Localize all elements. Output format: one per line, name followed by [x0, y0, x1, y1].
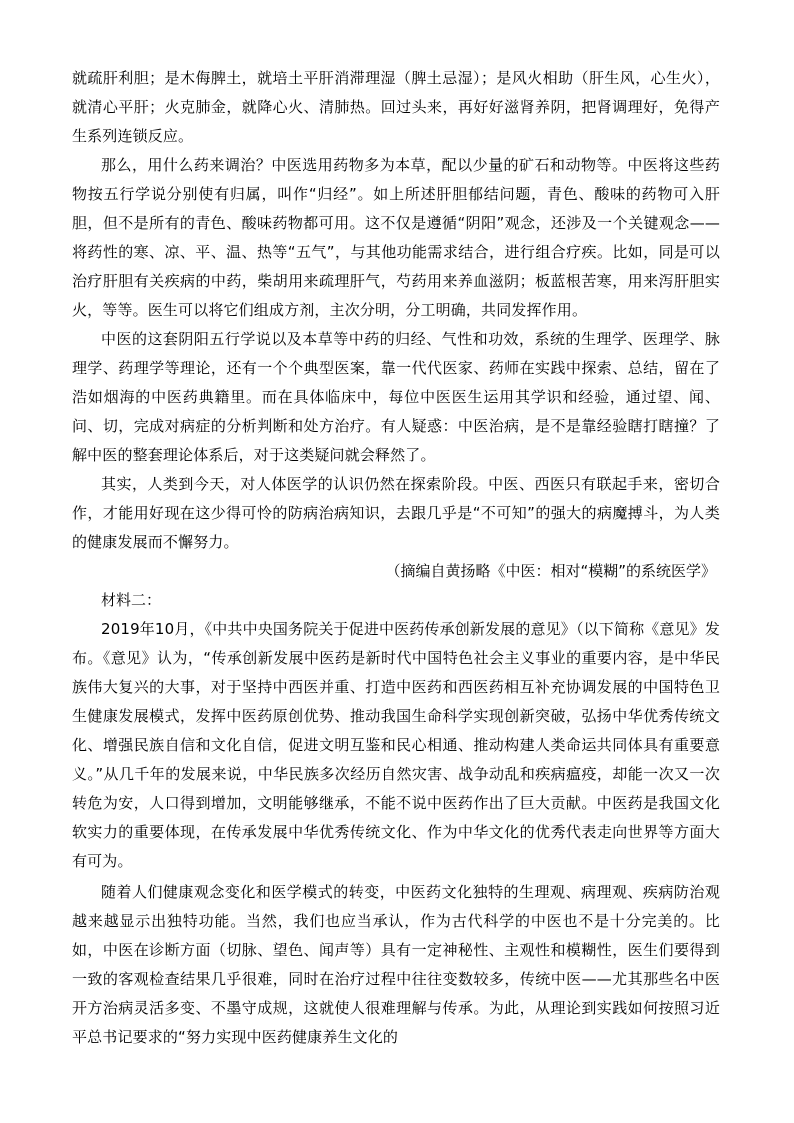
document-body: [72, 64, 720, 1052]
paragraph-6: 随着人们健康观念变化和医学模式的转变，中医药文化独特的生理观、病理观、疾病防治观越来越显示出独特功能。当然，我们也应当承认，作为古代科学的中医也不是十分完美的。比如，中医在诊断方面（切脉、望色、闻声等）具有一定神秘性、主观性和模糊性，医生们要得到一致的客观检查结果几乎很难，同时在治疗过程中往往变数较多，传统中医——尤其那些名中医开方治病灵活多变、不墨守成规，这就使人很难理解与传承。为此，从理论到实践如何按照习近平总书记要求的“努力实现中医药健康养生文化的: [72, 883, 720, 1046]
paragraph-1: 就疏肝利胆；是木侮脾土，就培土平肝消滞理湿（脾土忌湿）；是风火相助（肝生风，心生火），就清心平肝；火克肺金，就降心火、清肺热。回过头来，再好好滋肾养阴，把肾调理好，免得产生系列连锁反应。: [72, 69, 720, 145]
paragraph-4: 其实，人类到今天，对人体医学的认识仍然在探索阶段。中医、西医只有联起手来，密切合作，才能用好现在这少得可怜的防病治病知识，去跟几乎是“不可知”的强大的病魔搏斗，为人类的健康发展而不懈努力。: [72, 475, 720, 551]
paragraph-5: 2019年10月，《中共中央国务院关于促进中医药传承创新发展的意见》（以下简称《意见》发布。《意见》认为，“传承创新发展中医药是新时代中国特色社会主义事业的重要内容，是中华民族伟大复兴的大事，对于坚持中西医并重、打造中医药和西医药相互补充协调发展的中国特色卫生健康发展模式，发挥中医药原创优势、推动我国生命科学实现创新突破，弘扬中华优秀传统文化、增强民族自信和文化自信，促进文明互鉴和民心相通、推动构建人类命运共同体具有重要意义。”从几千年的发展来说，中华民族多次经历自然灾害、战争动乱和疾病瘟疫，却能一次又一次转危为安，人口得到增加，文明能够继承，不能不说中医药作出了巨大贡献。中医药是我国文化软实力的重要体现，在传承发展中华优秀传统文化、作为中华文化的优秀代表走向世界等方面大有可为。: [72, 620, 720, 870]
material-two-label: 材料二：: [101, 591, 162, 609]
paragraph-3: 中医的这套阴阳五行学说以及本草等中药的归经、气性和功效，系统的生理学、医理学、脉理学、药理学等理论，还有一个个典型医案，靠一代代医家、药师在实践中探索、总结，留在了浩如烟海的中医药典籍里。而在具体临床中，每位中医医生运用其学识和经验，通过望、闻、问、切，完成对病症的分析判断和处方治疗。有人疑惑：中医治病，是不是靠经验瞎打瞎撞？了解中医的整套理论体系后，对于这类疑问就会释然了。: [72, 330, 720, 464]
source-citation: （摘编自黄扬略《中医：相对“模糊”的系统医学》: [385, 562, 716, 580]
paragraph-2: 那么，用什么药来调治？中医选用药物多为本草，配以少量的矿石和动物等。中医将这些药物按五行学说分别使有归属，叫作“归经”。如上所述肝胆郁结问题，青色、酸味的药物可入肝胆，但不是所有的青色、酸味药物都可用。这不仅是遵循“阴阳”观念，还涉及一个关键观念——将药性的寒、凉、平、温、热等“五气”，与其他功能需求结合，进行组合疗疾。比如，同是可以治疗肝胆有关疾病的中药，柴胡用来疏理肝气，芍药用来养血滋阴；板蓝根苦寒，用来泻肝胆实火，等等。医生可以将它们组成方剂，主次分明，分工明确，共同发挥作用。: [72, 156, 720, 319]
